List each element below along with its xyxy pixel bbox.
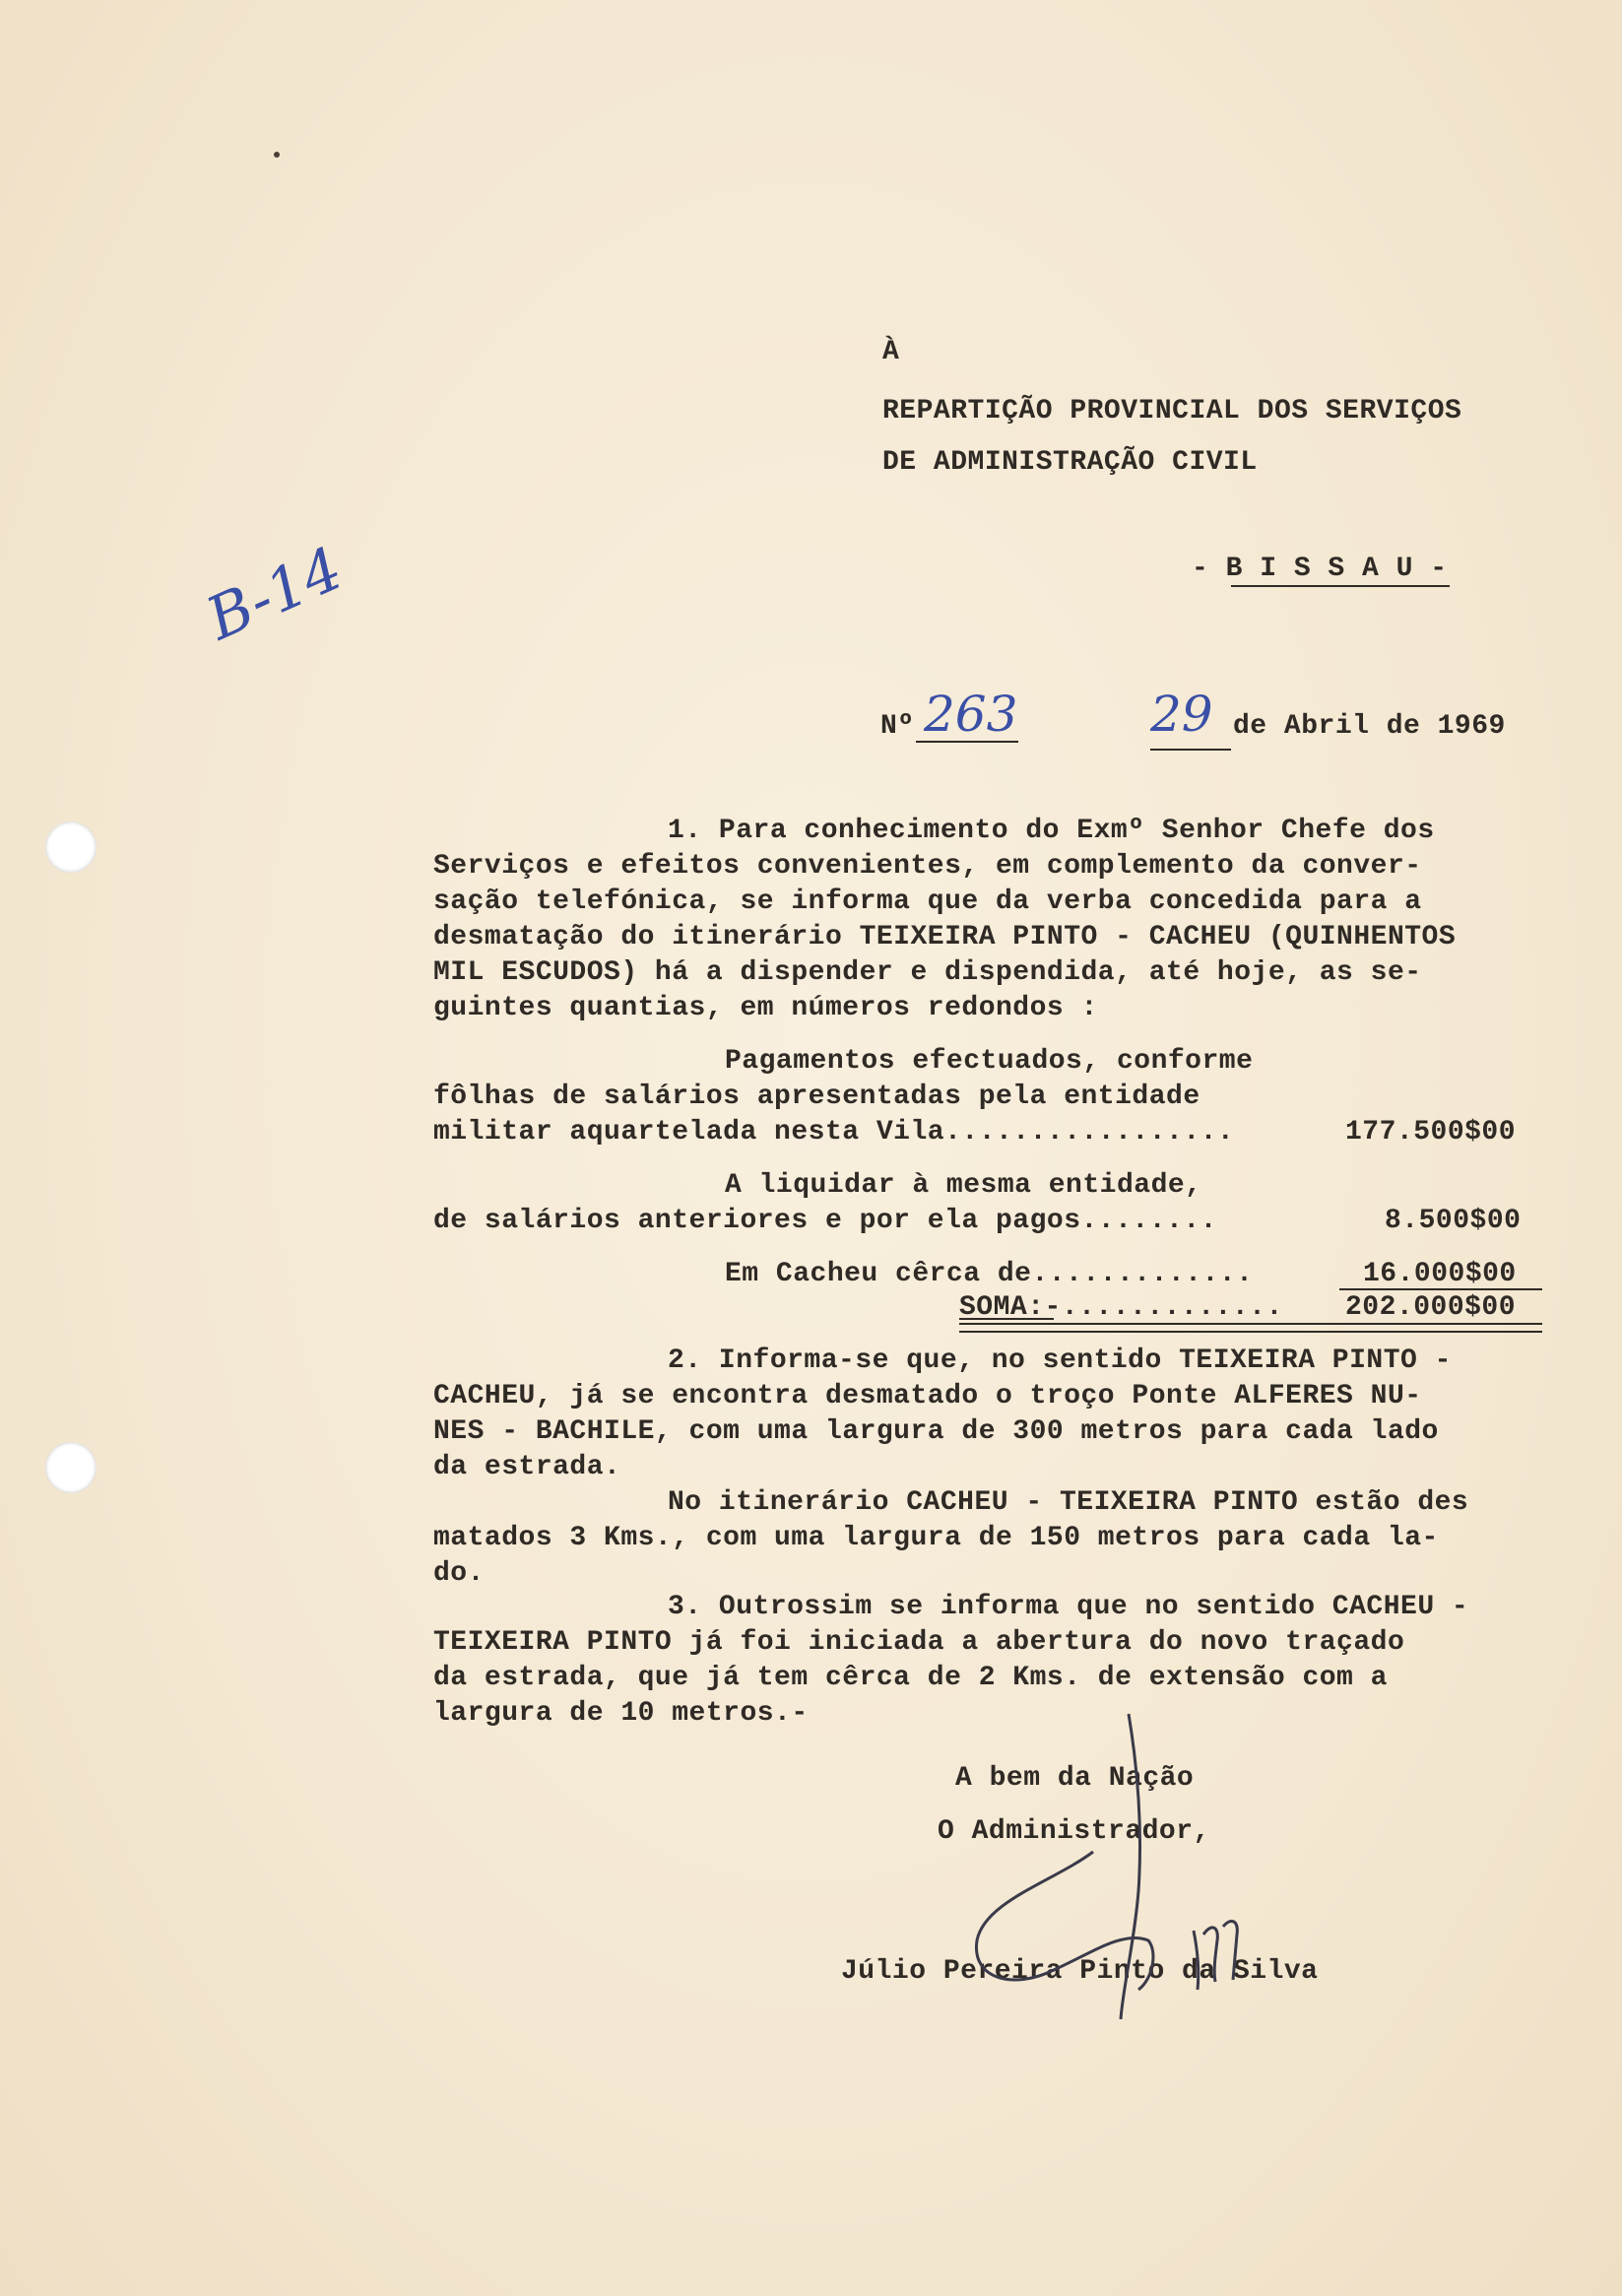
ledger-item-1-amount: 177.500$00 bbox=[1345, 1117, 1517, 1148]
signature-icon bbox=[945, 1694, 1300, 2029]
paragraph-1-line: 1. Para conhecimento do Exmº Senhor Chefe dos bbox=[668, 816, 1435, 846]
reference-day: 29 bbox=[1150, 686, 1213, 743]
ledger-item-1-line: Pagamentos efectuados, conforme bbox=[725, 1046, 1254, 1077]
closing-salutation: A bem da Nação bbox=[955, 1763, 1195, 1794]
handwritten-annotation: B-14 bbox=[197, 534, 354, 654]
ledger-total-amount: 202.000$00 bbox=[1345, 1292, 1517, 1323]
paragraph-2b-line: do. bbox=[433, 1558, 485, 1589]
ledger-item-2-line: de salários anteriores e por ela pagos........ bbox=[433, 1206, 1217, 1236]
addressee-line-1: REPARTIÇÃO PROVINCIAL DOS SERVIÇOS bbox=[882, 396, 1462, 426]
paragraph-1-line: desmatação do itinerário TEIXEIRA PINTO - CACHEU (QUINHENTOS bbox=[433, 922, 1457, 952]
paragraph-3-line: 3. Outrossim se informa que no sentido CACHEU - bbox=[668, 1592, 1469, 1622]
signatory-name: Júlio Pereira Pinto da Silva bbox=[841, 1956, 1319, 1987]
paragraph-1-line: Serviços e efeitos convenientes, em complemento da conver- bbox=[433, 851, 1422, 882]
ledger-total-label: SOMA:-............. bbox=[959, 1292, 1283, 1323]
reference-date: de Abril de 1969 bbox=[1233, 711, 1506, 742]
reference-number-label: Nº bbox=[880, 711, 915, 742]
addressee-prefix: À bbox=[882, 337, 900, 367]
paragraph-3-line: da estrada, que já tem cêrca de 2 Kms. de extensão com a bbox=[433, 1663, 1388, 1693]
day-underline bbox=[1150, 749, 1231, 751]
paragraph-2-line: da estrada. bbox=[433, 1452, 621, 1482]
ledger-item-3-line: Em Cacheu cêrca de............. bbox=[725, 1259, 1254, 1289]
addressee-city: - B I S S A U - bbox=[1192, 554, 1448, 584]
closing-title: O Administrador, bbox=[938, 1816, 1210, 1847]
paragraph-2b-line: matados 3 Kms., com uma largura de 150 metros para cada la- bbox=[433, 1523, 1439, 1553]
paragraph-1-line: MIL ESCUDOS) há a dispender e dispendida, até hoje, as se- bbox=[433, 957, 1422, 988]
paragraph-2-line: 2. Informa-se que, no sentido TEIXEIRA PINTO - bbox=[668, 1345, 1452, 1376]
paragraph-2b-line: No itinerário CACHEU - TEIXEIRA PINTO estão des bbox=[668, 1487, 1469, 1518]
paragraph-3-line: TEIXEIRA PINTO já foi iniciada a abertura do novo traçado bbox=[433, 1627, 1405, 1658]
ledger-item-3-amount: 16.000$00 bbox=[1363, 1259, 1517, 1289]
number-underline bbox=[916, 741, 1018, 743]
ink-dot bbox=[274, 152, 280, 158]
paragraph-2-line: CACHEU, já se encontra desmatado o troço Ponte ALFERES NU- bbox=[433, 1381, 1422, 1411]
city-underline bbox=[1231, 585, 1450, 587]
ledger-item-1-line: militar aquartelada nesta Vila................. bbox=[433, 1117, 1235, 1148]
ledger-item-2-line: A liquidar à mesma entidade, bbox=[725, 1170, 1202, 1201]
total-double-rule bbox=[959, 1323, 1542, 1333]
punch-hole-bottom bbox=[45, 1442, 97, 1493]
punch-hole-top bbox=[45, 821, 97, 873]
reference-number: 263 bbox=[924, 686, 1018, 743]
paragraph-3-line: largura de 10 metros.- bbox=[433, 1698, 809, 1729]
ledger-item-1-line: fôlhas de salários apresentadas pela entidade bbox=[433, 1082, 1200, 1112]
paragraph-2-line: NES - BACHILE, com uma largura de 300 metros para cada lado bbox=[433, 1416, 1439, 1447]
paragraph-1-line: sação telefónica, se informa que da verba concedida para a bbox=[433, 886, 1422, 917]
label-underline bbox=[959, 1318, 1054, 1320]
paragraph-1-line: guintes quantias, em números redondos : bbox=[433, 993, 1098, 1023]
ledger-item-2-amount: 8.500$00 bbox=[1385, 1206, 1522, 1236]
addressee-line-2: DE ADMINISTRAÇÃO CIVIL bbox=[882, 447, 1258, 478]
